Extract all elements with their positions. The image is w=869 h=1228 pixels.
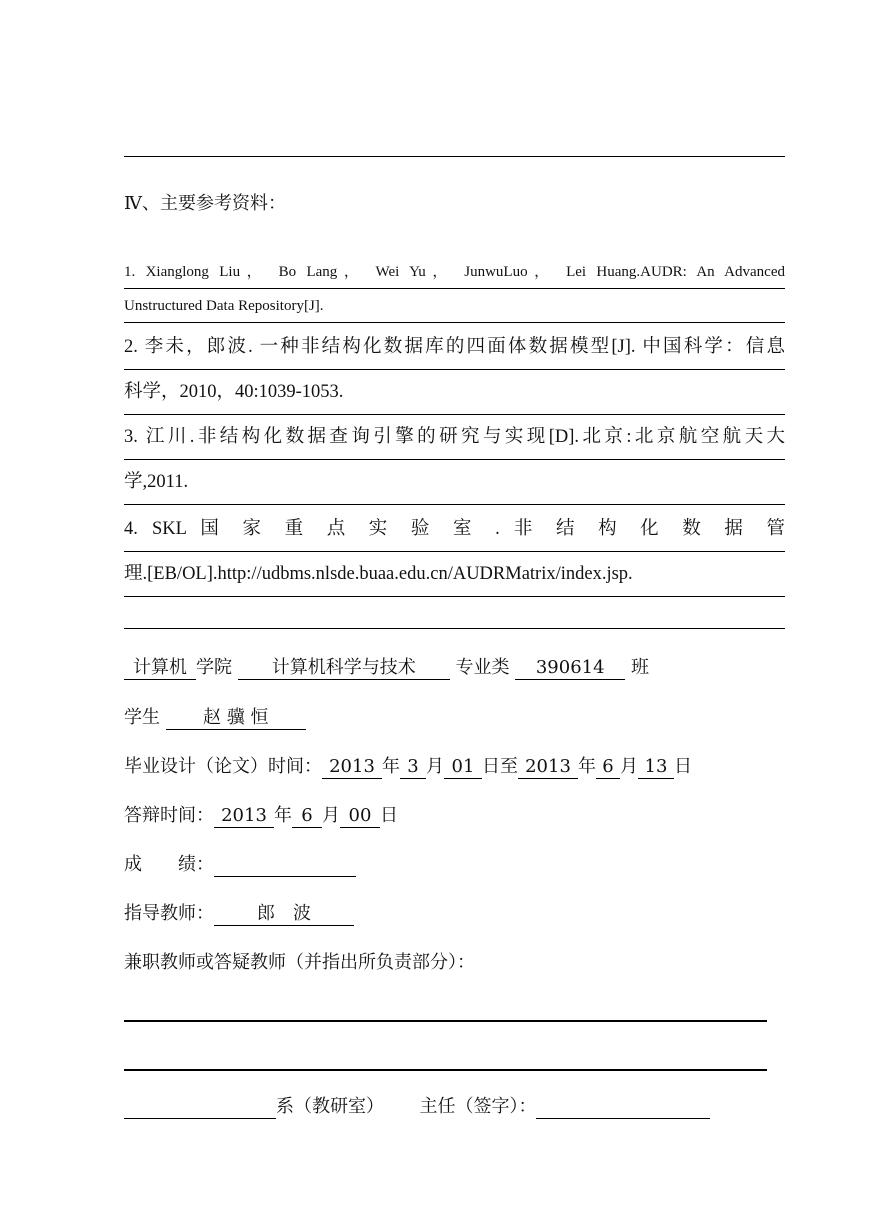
start-month-field: 3	[400, 756, 426, 779]
class-suffix: 班	[630, 657, 649, 678]
grade-field	[214, 854, 356, 877]
dept-blank-field	[124, 1096, 276, 1119]
end-year-field: 2013	[518, 756, 578, 779]
reference-1-line-2: Unstructured Data Repository[J].	[124, 289, 785, 323]
start-year-field: 2013	[322, 756, 382, 779]
dept-label: 系（教研室）	[276, 1096, 384, 1117]
director-label: 主任（签字）：	[419, 1096, 537, 1117]
major-suffix: 专业类	[455, 657, 510, 678]
reference-1	[124, 255, 785, 323]
start-day-field: 01	[444, 756, 482, 779]
month-char: 月	[620, 756, 638, 777]
student-row	[124, 706, 306, 730]
period-label: 毕业设计（论文）时间：	[124, 756, 322, 777]
period-row	[124, 755, 692, 779]
reference-3-line-2: 学,2011.	[124, 460, 785, 505]
month-char: 月	[426, 756, 444, 777]
day-to: 日至	[482, 756, 518, 777]
reference-4-line-1: 4. SKL 国 家 重 点 实 验 室 . 非 结 构 化 数 据 管	[124, 507, 785, 552]
student-label: 学生	[124, 707, 160, 728]
section-title: Ⅳ、主要参考资料：	[124, 193, 286, 214]
year-char: 年	[382, 756, 400, 777]
day-char: 日	[380, 805, 398, 826]
day-char: 日	[674, 756, 692, 777]
parttime-label: 兼职教师或答疑教师（并指出所负责部分）：	[124, 952, 475, 973]
reference-4	[124, 507, 785, 597]
end-month-field: 6	[596, 756, 620, 779]
reference-3-line-1: 3. 江川.非结构化数据查询引擎的研究与实现[D].北京:北京航空航天大	[124, 415, 785, 460]
college-row	[124, 656, 649, 680]
middle-rule	[124, 628, 785, 629]
reference-4-line-2: 理.[EB/OL].http://udbms.nlsde.buaa.edu.cn/AUDRMatrix/index.jsp.	[124, 552, 785, 597]
advisor-label: 指导教师：	[124, 903, 214, 924]
grade-row	[124, 853, 356, 877]
parttime-row	[124, 951, 475, 975]
college-field: 计算机	[124, 657, 196, 680]
major-field: 计算机科学与技术	[238, 657, 450, 680]
end-day-field: 13	[638, 756, 674, 779]
reference-1-line-1: 1. Xianglong Liu， Bo Lang， Wei Yu， JunwuLuo， Lei Huang.AUDR: An Advanced	[124, 255, 785, 289]
defense-month-field: 6	[292, 805, 322, 828]
director-row	[124, 1095, 710, 1119]
director-signature-field	[536, 1096, 710, 1119]
college-suffix: 学院	[196, 657, 232, 678]
top-rule	[124, 156, 785, 157]
month-char: 月	[322, 805, 340, 826]
defense-label: 答辩时间：	[124, 805, 214, 826]
student-name-field: 赵 骥 恒	[166, 707, 306, 730]
year-char: 年	[578, 756, 596, 777]
defense-year-field: 2013	[214, 805, 274, 828]
grade-label: 成 绩：	[124, 854, 214, 875]
advisor-name-field: 郎 波	[214, 903, 354, 926]
parttime-blank-line-2	[124, 1069, 767, 1071]
year-char: 年	[274, 805, 292, 826]
advisor-row	[124, 902, 354, 926]
parttime-blank-line-1	[124, 1020, 767, 1022]
reference-2-line-2: 科学，2010，40:1039-1053.	[124, 370, 785, 415]
reference-3	[124, 415, 785, 505]
reference-2	[124, 325, 785, 415]
class-field: 390614	[515, 657, 625, 680]
reference-2-line-1: 2. 李未，郎波. 一种非结构化数据库的四面体数据模型[J]. 中国科学：信息	[124, 325, 785, 370]
defense-day-field: 00	[340, 805, 380, 828]
defense-row	[124, 804, 398, 828]
